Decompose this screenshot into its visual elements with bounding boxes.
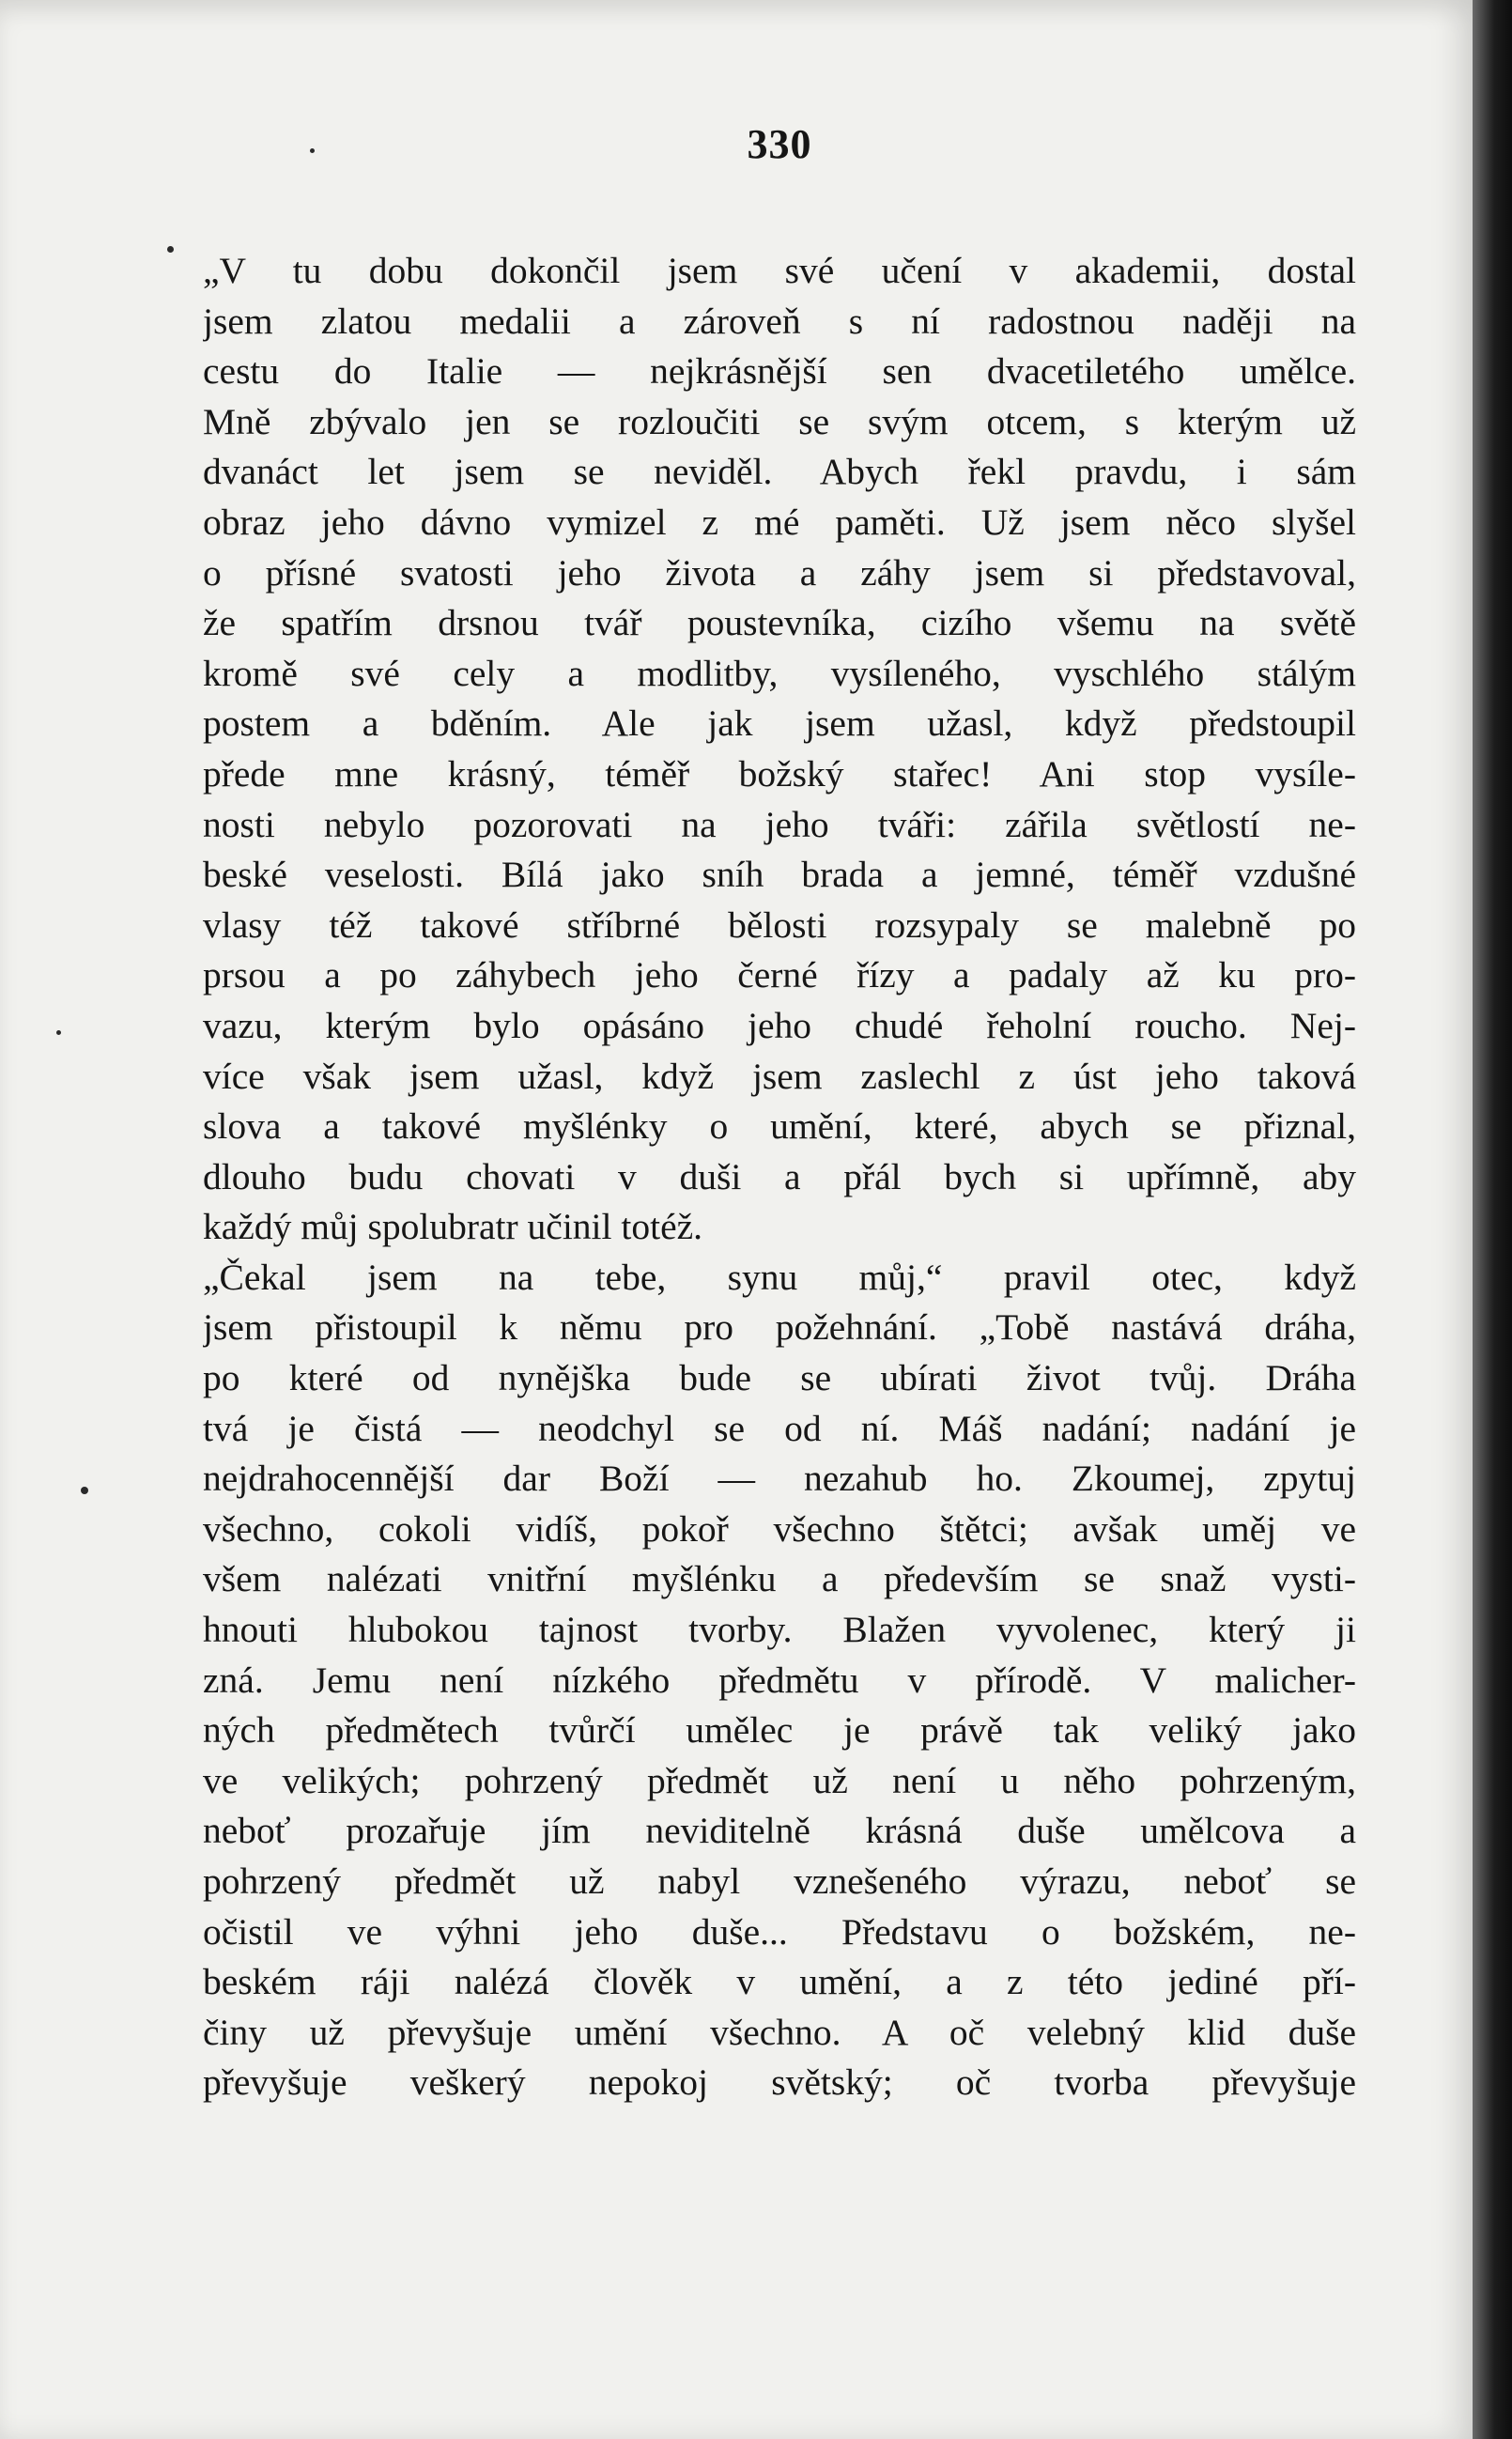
text-line: „Čekal jsem na tebe, synu můj,“ pravil otec, když xyxy=(203,1256,1356,1298)
text-line: vazu, kterým bylo opásáno jeho chudé řeholní roucho. Nej- xyxy=(203,1004,1356,1046)
text-line: hnouti hlubokou tajnost tvorby. Blažen vyvolenec, který ji xyxy=(203,1609,1356,1651)
text-line: po které od nynějška bude se ubírati život tvůj. Dráha xyxy=(203,1357,1356,1399)
text-line: slova a takové myšlénky o umění, které, abych se přiznal, xyxy=(203,1105,1356,1148)
text-line: neboť prozařuje jím neviditelně krásná duše umělcova a xyxy=(203,1810,1356,1852)
body-text xyxy=(203,246,1356,2108)
paper-speck xyxy=(81,1487,88,1494)
text-line: beském ráji nalézá člověk v umění, a z této jediné pří- xyxy=(203,1961,1356,2003)
page-number: 330 xyxy=(747,121,812,167)
text-line: očistil ve výhni jeho duše... Představu o božském, ne- xyxy=(203,1910,1356,1953)
text-line: všechno, cokoli vidíš, pokoř všechno štětci; avšak uměj ve xyxy=(203,1507,1356,1550)
text-line: jsem přistoupil k němu pro požehnání. „Tobě nastává dráha, xyxy=(203,1306,1356,1349)
paper-speck xyxy=(310,148,315,153)
text-line: více však jsem užasl, když jsem zaslechl z úst jeho taková xyxy=(203,1055,1356,1097)
text-line: obraz jeho dávno vymizel z mé paměti. Už jsem něco slyšel xyxy=(203,501,1356,543)
text-line: postem a bděním. Ale jak jsem užasl, když předstoupil xyxy=(203,702,1356,745)
text-line: vlasy též takové stříbrné bělosti rozsypaly se malebně po xyxy=(203,903,1356,946)
text-line: jsem zlatou medalii a zároveň s ní radostnou naději na xyxy=(203,300,1356,342)
text-line: cestu do Italie — nejkrásnější sen dvacetiletého umělce. xyxy=(203,350,1356,393)
text-line: beské veselosti. Bílá jako sníh brada a jemné, téměř vzdušné xyxy=(203,854,1356,896)
text-line: činy už převyšuje umění všechno. A oč velebný klid duše xyxy=(203,2011,1356,2053)
text-line: nejdrahocennější dar Boží — nezahub ho. Zkoumej, zpytuj xyxy=(203,1458,1356,1500)
text-line: zná. Jemu není nízkého předmětu v přírodě. V malicher- xyxy=(203,1659,1356,1701)
text-line: dvanáct let jsem se neviděl. Abych řekl pravdu, i sám xyxy=(203,451,1356,493)
paper-speck xyxy=(56,1030,61,1035)
text-line: přede mne krásný, téměř božský stařec! Ani stop vysíle- xyxy=(203,752,1356,795)
text-line: převyšuje veškerý nepokoj světský; oč tvorba převyšuje xyxy=(203,2061,1356,2104)
text-line: o přísné svatosti jeho života a záhy jsem si představoval, xyxy=(203,551,1356,594)
text-line: kromě své cely a modlitby, vysíleného, vyschlého stálým xyxy=(203,652,1356,694)
text-line: každý můj spolubratr učinil totéž. xyxy=(203,1206,703,1248)
text-line: že spatřím drsnou tvář poustevníka, cizího všemu na světě xyxy=(203,602,1356,644)
text-line: nosti nebylo pozorovati na jeho tváři: zářila světlostí ne- xyxy=(203,803,1356,845)
page-edge-shadow xyxy=(1473,0,1512,2439)
text-line: dlouho budu chovati v duši a přál bych si upřímně, aby xyxy=(203,1155,1356,1197)
text-line: pohrzený předmět už nabyl vznešeného výrazu, neboť se xyxy=(203,1860,1356,1902)
text-line: „V tu dobu dokončil jsem své učení v akademii, dostal xyxy=(203,250,1356,291)
text-line: Mně zbývalo jen se rozloučiti se svým otcem, s kterým už xyxy=(203,400,1356,442)
text-line: všem nalézati vnitřní myšlénku a především se snaž vysti- xyxy=(203,1558,1356,1600)
paper-speck xyxy=(167,246,174,253)
text-line: ných předmětech tvůrčí umělec je právě tak veliký jako xyxy=(203,1709,1356,1752)
text-line: tvá je čistá — neodchyl se od ní. Máš nadání; nadání je xyxy=(203,1407,1356,1449)
text-line: prsou a po záhybech jeho černé řízy a padaly až ku pro- xyxy=(203,954,1356,996)
text-line: ve velikých; pohrzený předmět už není u něho pohrzeným, xyxy=(203,1759,1356,1801)
